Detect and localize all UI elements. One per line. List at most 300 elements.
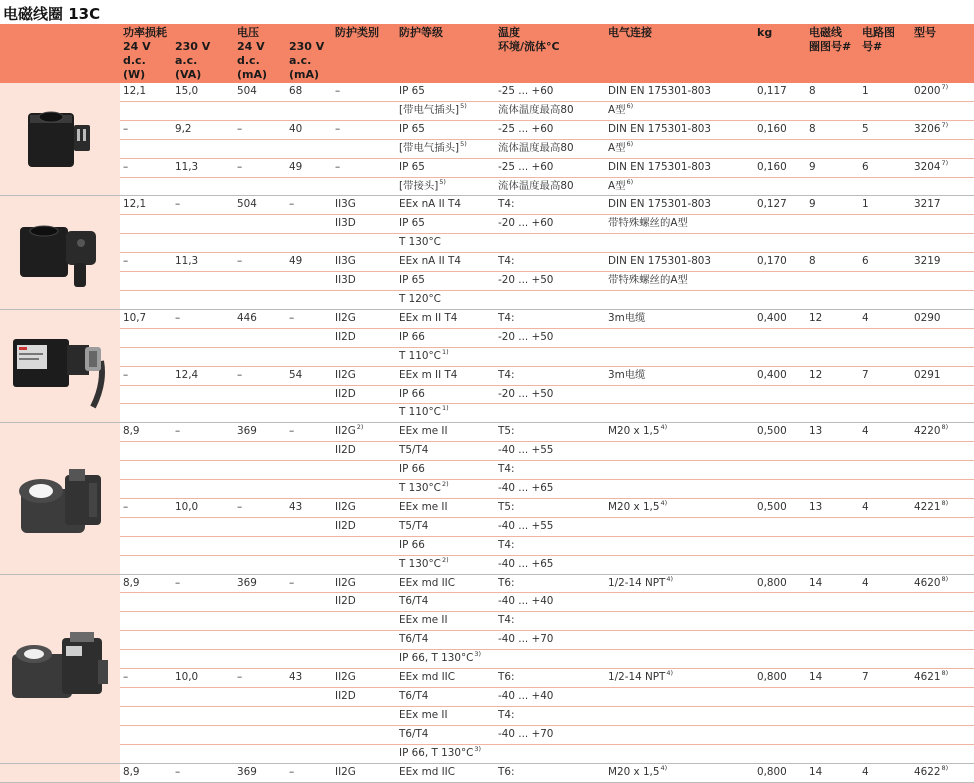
cell-text: IP 65 — [399, 122, 425, 135]
cell-text: – — [335, 122, 341, 135]
col-protlevel-cell — [396, 763, 495, 782]
col-circuit-cell — [859, 253, 911, 272]
cell-text: 0,800 — [757, 765, 787, 778]
col-coilno-cell — [806, 480, 859, 499]
col-kg-cell — [754, 555, 806, 574]
coil-spec-table — [0, 24, 974, 783]
col-elec-cell — [605, 536, 754, 555]
col-power24-cell — [120, 480, 172, 499]
cell-text: T 110°C — [399, 406, 441, 419]
col-kg-header — [754, 24, 806, 83]
col-coilno-cell — [806, 498, 859, 517]
col-elec-cell — [605, 555, 754, 574]
col-elec-cell — [605, 763, 754, 782]
cell-text: – — [237, 671, 243, 684]
cell-text: A型 — [608, 141, 626, 154]
col-power230-cell — [172, 763, 234, 782]
cell-text: IP 66 — [399, 387, 425, 400]
col-temp-cell — [495, 650, 605, 669]
col-volt24-cell — [234, 234, 286, 253]
col-protclass-cell — [332, 517, 396, 536]
cell-text: EEx me II — [399, 500, 448, 513]
footnote-marker: 5) — [460, 139, 467, 148]
col-volt230-cell — [286, 234, 332, 253]
col-protclass-cell — [332, 366, 396, 385]
col-volt230-cell — [286, 328, 332, 347]
cell-text: – — [289, 425, 295, 438]
col-type-cell — [911, 706, 974, 725]
table-row — [0, 631, 974, 650]
col-volt24-cell — [234, 328, 286, 347]
col-power24-cell — [120, 272, 172, 291]
cell-text: II3G — [335, 198, 356, 211]
col-temp-cell — [495, 555, 605, 574]
cell-text: – — [123, 160, 129, 173]
col-coilno-cell — [806, 83, 859, 102]
col-volt24-cell — [234, 347, 286, 366]
col-type-cell — [911, 253, 974, 272]
cell-text: 6 — [862, 255, 869, 268]
table-row — [0, 158, 974, 177]
table-row — [0, 574, 974, 593]
header-line: 电路图 — [862, 26, 895, 39]
col-elec-cell — [605, 725, 754, 744]
col-temp-cell — [495, 480, 605, 499]
cell-text: EEx me II — [399, 708, 448, 721]
col-protclass-cell — [332, 215, 396, 234]
col-coilno-cell — [806, 328, 859, 347]
cell-text: 14 — [809, 671, 823, 684]
col-kg-cell — [754, 650, 806, 669]
col-power230-cell — [172, 423, 234, 442]
col-coilno-cell — [806, 177, 859, 196]
cell-text: 13 — [809, 500, 823, 513]
footnote-marker: 8) — [941, 498, 949, 507]
col-kg-cell — [754, 669, 806, 688]
table-row — [0, 366, 974, 385]
col-circuit-cell — [859, 328, 911, 347]
footnote-marker: 4) — [660, 763, 668, 772]
col-kg-cell — [754, 480, 806, 499]
cell-text: A型 — [608, 103, 626, 116]
col-volt230-cell — [286, 177, 332, 196]
footnote-marker: 4) — [660, 423, 668, 432]
cell-text: 504 — [237, 198, 257, 211]
col-protclass-cell — [332, 593, 396, 612]
table-row — [0, 234, 974, 253]
cell-text: -40 ... +65 — [498, 482, 554, 495]
col-volt230-cell — [286, 309, 332, 328]
cell-text: T 130°C — [399, 557, 441, 570]
col-coilno-cell — [806, 650, 859, 669]
col-power230-cell — [172, 480, 234, 499]
cell-text: T6/T4 — [399, 595, 429, 608]
cell-text: [带电气插头] — [399, 141, 460, 154]
cell-text: 13 — [809, 425, 823, 438]
footnote-marker: 2) — [356, 423, 364, 432]
col-coilno-cell — [806, 461, 859, 480]
cell-text: 带特殊螺丝的A型 — [608, 217, 688, 230]
cell-text: – — [237, 160, 243, 173]
col-circuit-cell — [859, 423, 911, 442]
coil-explosion-proof-icon — [0, 453, 120, 543]
col-elec-cell — [605, 404, 754, 423]
col-temp-cell — [495, 215, 605, 234]
col-volt230-cell — [286, 650, 332, 669]
cell-text: – — [123, 255, 129, 268]
col-elec-cell — [605, 101, 754, 120]
col-temp-cell — [495, 196, 605, 215]
col-power24-cell — [120, 650, 172, 669]
col-volt230-cell — [286, 158, 332, 177]
col-protlevel-cell — [396, 555, 495, 574]
col-protlevel-cell — [396, 650, 495, 669]
cell-text: II2D — [335, 519, 356, 532]
cell-text: DIN EN 175301-803 — [608, 198, 712, 211]
col-volt230-cell — [286, 83, 332, 102]
col-elec-cell — [605, 385, 754, 404]
col-elec-cell — [605, 744, 754, 763]
cell-text: 带特殊螺丝的A型 — [608, 274, 688, 287]
header-line: 功率损耗 — [123, 26, 167, 39]
col-volt24-cell — [234, 196, 286, 215]
cell-text: [带接头] — [399, 179, 439, 192]
col-temp-cell — [495, 536, 605, 555]
header-line: 温度 — [498, 26, 520, 39]
col-protlevel-cell — [396, 83, 495, 102]
col-power24-cell — [120, 442, 172, 461]
col-power24-cell — [120, 404, 172, 423]
col-protclass-cell — [332, 272, 396, 291]
col-power230-cell — [172, 442, 234, 461]
col-coilno-cell — [806, 404, 859, 423]
col-elec-cell — [605, 253, 754, 272]
table-row — [0, 139, 974, 158]
col-coilno-cell — [806, 688, 859, 707]
col-type-cell — [911, 725, 974, 744]
cell-text: -20 ... +60 — [498, 217, 554, 230]
cell-text: II2G — [335, 425, 356, 438]
col-volt24-cell — [234, 744, 286, 763]
col-protclass-cell — [332, 253, 396, 272]
table-row — [0, 120, 974, 139]
col-type-cell — [911, 744, 974, 763]
col-elec-cell — [605, 309, 754, 328]
col-coilno-cell — [806, 215, 859, 234]
col-power24-cell — [120, 83, 172, 102]
col-kg-cell — [754, 461, 806, 480]
cell-text: II2D — [335, 595, 356, 608]
table-row — [0, 309, 974, 328]
cell-text: 8,9 — [123, 765, 140, 778]
cell-text: T6/T4 — [399, 633, 429, 646]
col-power230-cell — [172, 650, 234, 669]
header-line: 防护类别 — [335, 26, 379, 39]
cell-text: EEx nA II T4 — [399, 198, 461, 211]
table-row — [0, 196, 974, 215]
col-power230-cell — [172, 688, 234, 707]
col-kg-cell — [754, 631, 806, 650]
col-volt24-cell — [234, 517, 286, 536]
col-power230-cell — [172, 385, 234, 404]
col-kg-cell — [754, 725, 806, 744]
col-temp-cell — [495, 290, 605, 309]
col-circuit-cell — [859, 196, 911, 215]
col-kg-cell — [754, 158, 806, 177]
col-circuit-cell — [859, 744, 911, 763]
cell-text: 7 — [862, 368, 869, 381]
cell-text: 43 — [289, 671, 303, 684]
col-power24-cell — [120, 744, 172, 763]
col-protlevel-cell — [396, 366, 495, 385]
col-circuit-cell — [859, 593, 911, 612]
col-coilno-cell — [806, 744, 859, 763]
col-volt24-cell — [234, 158, 286, 177]
cell-text: -20 ... +50 — [498, 274, 554, 287]
cell-text: T 110°C — [399, 349, 441, 362]
header-line: 230 V a.c. — [175, 40, 211, 67]
cell-text: 4 — [862, 500, 869, 513]
cell-text: 1/2-14 NPT — [608, 576, 666, 589]
cell-text: IP 65 — [399, 217, 425, 230]
col-type-cell — [911, 498, 974, 517]
col-volt230-header — [286, 24, 332, 83]
col-elec-cell — [605, 83, 754, 102]
cell-text: EEx nA II T4 — [399, 255, 461, 268]
cell-text: T6/T4 — [399, 727, 429, 740]
col-elec-cell — [605, 498, 754, 517]
cell-text: 10,7 — [123, 311, 147, 324]
col-circuit-cell — [859, 498, 911, 517]
cell-text: T4: — [498, 463, 515, 476]
col-kg-cell — [754, 744, 806, 763]
col-power230-cell — [172, 631, 234, 650]
col-volt230-cell — [286, 688, 332, 707]
col-elec-header — [605, 24, 754, 83]
cell-text: 8 — [809, 122, 816, 135]
col-protlevel-cell — [396, 290, 495, 309]
col-elec-cell — [605, 234, 754, 253]
col-protclass-cell — [332, 196, 396, 215]
col-kg-cell — [754, 120, 806, 139]
table-row — [0, 593, 974, 612]
col-protclass-cell — [332, 385, 396, 404]
col-circuit-cell — [859, 536, 911, 555]
footnote-marker: 7) — [941, 158, 949, 167]
col-protclass-header — [332, 24, 396, 83]
cell-text: – — [335, 85, 341, 97]
cell-text: IP 66 — [399, 330, 425, 343]
col-coilno-cell — [806, 366, 859, 385]
col-type-cell — [911, 404, 974, 423]
cell-text: II2G — [335, 500, 356, 513]
col-protclass-cell — [332, 555, 396, 574]
col-circuit-cell — [859, 234, 911, 253]
cell-text: 369 — [237, 576, 257, 589]
cell-text: II2D — [335, 387, 356, 400]
cell-text: 68 — [289, 85, 303, 97]
footnote-marker: 5) — [460, 101, 467, 110]
col-elec-cell — [605, 196, 754, 215]
cell-text: 1 — [862, 198, 869, 211]
col-temp-cell — [495, 272, 605, 291]
cell-text: IP 66 — [399, 538, 425, 551]
col-elec-cell — [605, 272, 754, 291]
cell-text: II2D — [335, 444, 356, 457]
col-power230-cell — [172, 272, 234, 291]
col-volt24-cell — [234, 669, 286, 688]
col-volt230-cell — [286, 593, 332, 612]
col-protlevel-cell — [396, 442, 495, 461]
cell-text: -40 ... +65 — [498, 557, 554, 570]
col-volt24-cell — [234, 574, 286, 593]
col-volt24-cell — [234, 253, 286, 272]
col-kg-cell — [754, 442, 806, 461]
cell-text: T6/T4 — [399, 690, 429, 702]
col-protclass-cell — [332, 120, 396, 139]
cell-text: 14 — [809, 576, 823, 589]
col-coilno-cell — [806, 612, 859, 631]
cell-text: 0,400 — [757, 368, 787, 381]
col-power230-cell — [172, 177, 234, 196]
cell-text: II3D — [335, 217, 356, 230]
cell-text: – — [289, 765, 295, 778]
cell-text: 0,800 — [757, 576, 787, 589]
cell-text: EEx m II T4 — [399, 368, 458, 381]
cell-text: IP 66, T 130°C — [399, 746, 474, 759]
col-power24-cell — [120, 631, 172, 650]
col-protlevel-cell — [396, 404, 495, 423]
col-volt230-cell — [286, 480, 332, 499]
col-volt24-cell — [234, 536, 286, 555]
col-power24-cell — [120, 555, 172, 574]
cell-text: – — [237, 255, 243, 268]
cell-text: – — [123, 122, 129, 135]
col-power230-header — [172, 24, 234, 83]
table-row — [0, 272, 974, 291]
col-circuit-cell — [859, 555, 911, 574]
col-protclass-cell — [332, 158, 396, 177]
col-type-cell — [911, 688, 974, 707]
cell-text: II2G — [335, 671, 356, 684]
col-volt230-cell — [286, 442, 332, 461]
col-temp-cell — [495, 347, 605, 366]
col-elec-cell — [605, 215, 754, 234]
coil-connector-icon — [0, 99, 120, 179]
col-power230-cell — [172, 555, 234, 574]
col-type-cell — [911, 612, 974, 631]
col-circuit-cell — [859, 763, 911, 782]
col-volt24-cell — [234, 101, 286, 120]
col-volt24-cell — [234, 404, 286, 423]
col-temp-cell — [495, 763, 605, 782]
cell-text: 504 — [237, 85, 257, 97]
coil-npt-housing-icon — [0, 624, 120, 714]
col-temp-cell — [495, 177, 605, 196]
col-circuit-cell — [859, 404, 911, 423]
col-kg-cell — [754, 763, 806, 782]
col-power24-cell — [120, 366, 172, 385]
col-circuit-cell — [859, 725, 911, 744]
cell-text: 0,127 — [757, 198, 787, 211]
col-circuit-cell — [859, 612, 911, 631]
col-protlevel-cell — [396, 196, 495, 215]
col-protlevel-cell — [396, 347, 495, 366]
cell-text: T 130°C — [399, 482, 441, 495]
col-volt230-cell — [286, 196, 332, 215]
col-coilno-cell — [806, 158, 859, 177]
col-circuit-cell — [859, 139, 911, 158]
table-row — [0, 517, 974, 536]
col-protclass-cell — [332, 234, 396, 253]
cell-text: 43 — [289, 500, 303, 513]
col-volt230-cell — [286, 139, 332, 158]
cell-text: 12,1 — [123, 198, 147, 211]
cell-text: 4622 — [914, 765, 941, 778]
header-line — [175, 26, 231, 40]
col-kg-cell — [754, 83, 806, 102]
col-power24-cell — [120, 536, 172, 555]
col-elec-cell — [605, 328, 754, 347]
col-kg-cell — [754, 215, 806, 234]
cell-text: 3219 — [914, 255, 941, 268]
cell-text: T 120°C — [399, 292, 441, 305]
cell-text: 0,400 — [757, 311, 787, 324]
cell-text: 0290 — [914, 311, 941, 324]
col-volt24-cell — [234, 309, 286, 328]
col-volt24-cell — [234, 83, 286, 102]
col-protlevel-cell — [396, 309, 495, 328]
header-line — [289, 26, 329, 40]
col-volt230-cell — [286, 669, 332, 688]
cell-text: A型 — [608, 179, 626, 192]
cell-text: DIN EN 175301-803 — [608, 85, 712, 97]
cell-text: 0,160 — [757, 160, 787, 173]
col-temp-cell — [495, 631, 605, 650]
cell-text: EEx md IIC — [399, 671, 455, 684]
footnote-marker: 8) — [941, 423, 949, 432]
col-kg-cell — [754, 366, 806, 385]
col-circuit-cell — [859, 272, 911, 291]
col-type-cell — [911, 139, 974, 158]
col-coilno-cell — [806, 574, 859, 593]
table-row — [0, 480, 974, 499]
col-volt24-cell — [234, 442, 286, 461]
table-row — [0, 101, 974, 120]
col-circuit-cell — [859, 631, 911, 650]
cell-text: IP 65 — [399, 85, 425, 97]
col-volt24-cell — [234, 650, 286, 669]
cell-text: 369 — [237, 765, 257, 778]
col-coilno-cell — [806, 120, 859, 139]
footnote-marker: 7) — [941, 83, 949, 91]
col-temp-cell — [495, 517, 605, 536]
col-protclass-cell — [332, 83, 396, 102]
col-coilno-cell — [806, 763, 859, 782]
cell-text: 12,1 — [123, 85, 147, 97]
cell-text: 14 — [809, 765, 823, 778]
col-temp-cell — [495, 498, 605, 517]
col-elec-cell — [605, 631, 754, 650]
footnote-marker: 5) — [439, 177, 446, 186]
col-temp-header — [495, 24, 605, 83]
col-kg-cell — [754, 688, 806, 707]
col-protclass-cell — [332, 480, 396, 499]
col-coilno-cell — [806, 706, 859, 725]
cell-text: EEx md IIC — [399, 765, 455, 778]
col-volt230-cell — [286, 215, 332, 234]
header-line: 230 V a.c. — [289, 40, 325, 67]
